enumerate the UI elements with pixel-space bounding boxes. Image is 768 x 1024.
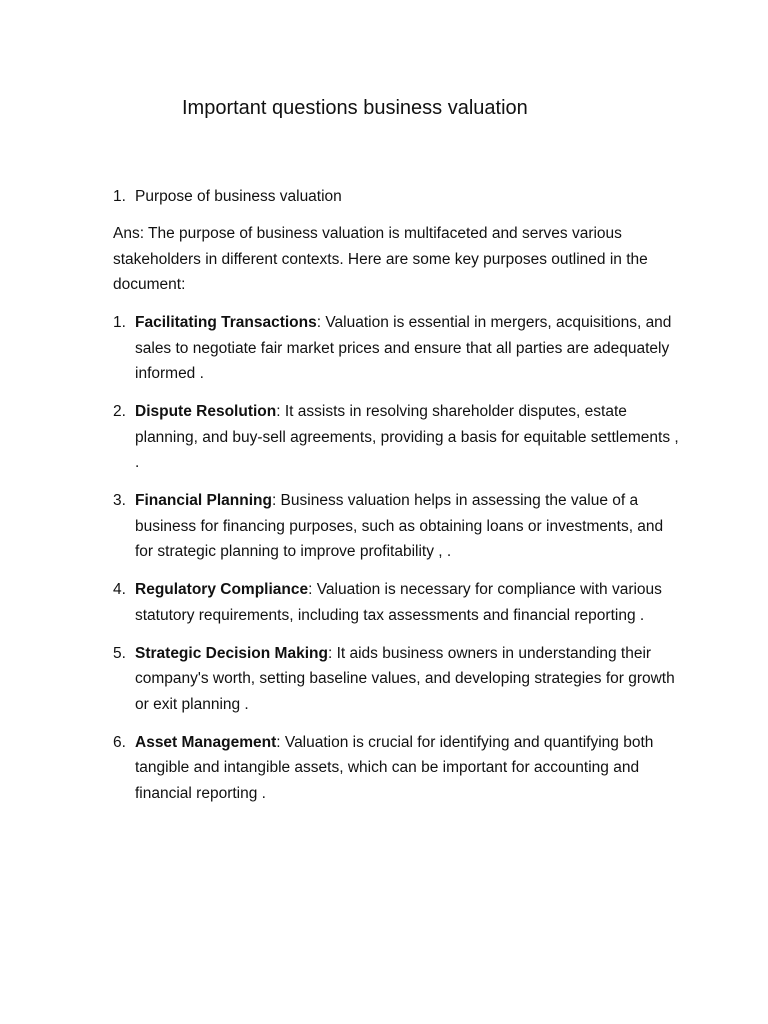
purpose-body: [135, 399, 683, 476]
list-number: 4.: [113, 581, 126, 598]
purpose-term: Financial Planning: [135, 492, 272, 509]
purpose-body: [135, 641, 683, 718]
list-number: 2.: [113, 403, 126, 420]
purpose-item-financial-planning: [113, 488, 683, 565]
purpose-body: [135, 310, 683, 387]
purpose-text: : It aids business owners in understanding their company's worth, setting baseline values, and developing strategies for growth or exit planning .: [135, 644, 675, 713]
list-number: 6.: [113, 733, 126, 751]
purpose-term: Asset Management: [135, 733, 277, 751]
question-text: Purpose of business valuation: [135, 188, 342, 205]
purpose-item-regulatory-compliance: [113, 577, 683, 628]
purpose-text: : Valuation is necessary for compliance with various statutory requirements, including tax assessments and financial reporting .: [135, 581, 662, 624]
list-number: 1.: [113, 314, 126, 331]
answer-intro: Ans: The purpose of business valuation is multifaceted and serves various stakeholders in different contexts. Here are some key purposes outlined in the document:: [113, 225, 648, 293]
purpose-item-asset-management: [113, 730, 683, 807]
question-number: 1.: [113, 188, 126, 205]
purpose-text: : Valuation is crucial for identifying and quantifying both tangible and intangible assets, which can be important for accounting and financial reporting .: [135, 733, 654, 802]
question-item: [113, 184, 673, 210]
document-title: Important questions business valuation: [182, 97, 528, 119]
list-number: 5.: [113, 644, 126, 662]
purpose-term: Facilitating Transactions: [135, 314, 317, 331]
purpose-body: [135, 488, 683, 565]
purpose-term: Regulatory Compliance: [135, 581, 309, 598]
purpose-body: [135, 730, 683, 807]
purpose-item-dispute-resolution: [113, 399, 683, 476]
purpose-term: Strategic Decision Making: [135, 644, 328, 662]
list-number: 3.: [113, 492, 126, 509]
purpose-text: : It assists in resolving shareholder disputes, estate planning, and buy-sell agreements, providing a basis for equitable settlements , .: [135, 403, 679, 471]
purpose-item-strategic-decision-making: [113, 641, 683, 718]
purpose-body: [135, 577, 683, 628]
purpose-text: : Business valuation helps in assessing the value of a business for financing purposes, such as obtaining loans or investments, and for strategic planning to improve profitability , .: [135, 492, 664, 560]
purpose-list: [113, 310, 683, 819]
purpose-item-facilitating-transactions: [113, 310, 683, 387]
purpose-text: : Valuation is essential in mergers, acquisitions, and sales to negotiate fair market prices and ensure that all parties are adequately informed .: [135, 314, 672, 382]
purpose-term: Dispute Resolution: [135, 403, 277, 420]
